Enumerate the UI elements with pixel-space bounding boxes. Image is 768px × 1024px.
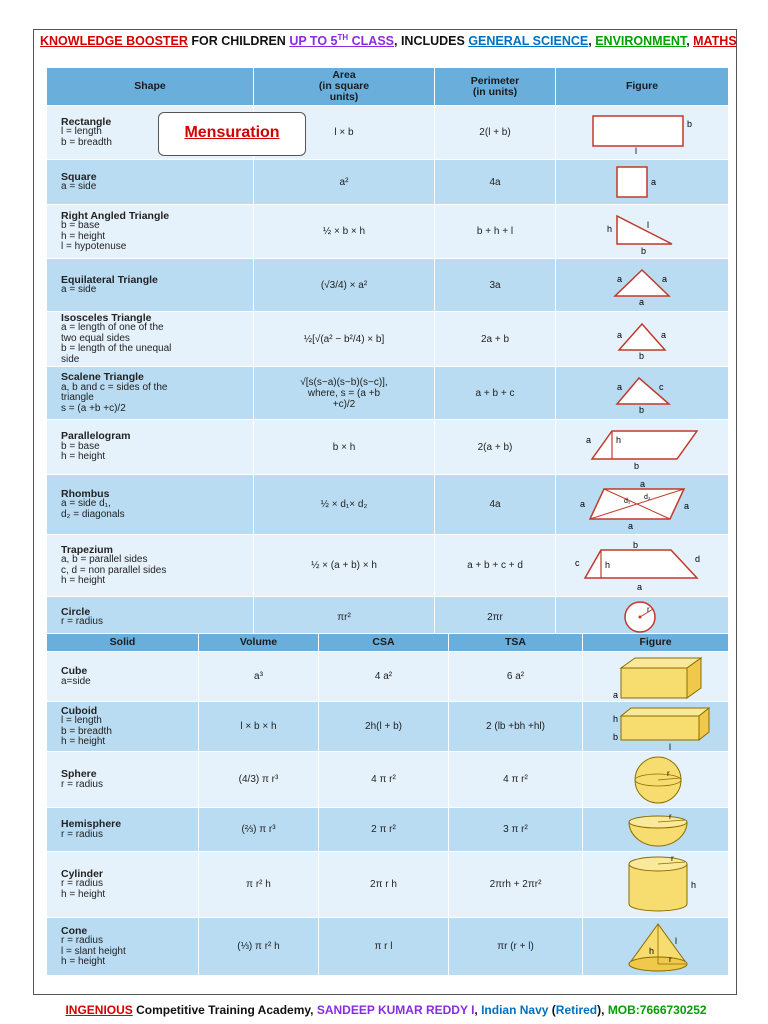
label-b: b <box>687 118 693 129</box>
row-cuboid <box>47 702 729 752</box>
label-c: c <box>575 557 580 568</box>
row-cylinder <box>47 852 729 918</box>
row-sphere <box>47 752 729 808</box>
label-d2: d₂ <box>644 493 651 501</box>
row-cone <box>47 918 729 976</box>
label-r: r <box>647 605 650 614</box>
footer-paren: ( <box>548 1003 556 1017</box>
label-a: a <box>612 689 618 700</box>
rhombus-figure <box>556 475 729 535</box>
label-a: a <box>628 520 634 531</box>
perimeter-cell: 3a <box>435 259 556 312</box>
footer-retired: Retired <box>555 1003 598 1017</box>
shape-name: Equilateral Triangle a = side <box>47 259 254 312</box>
footer-navy: Indian Navy <box>481 1003 549 1017</box>
label-d1: d₁ <box>624 497 631 505</box>
scalene-triangle-figure <box>556 367 729 420</box>
solid-name: Sphere r = radius <box>47 752 199 808</box>
label-h: h <box>607 223 613 234</box>
row-equilateral-triangle <box>47 259 729 312</box>
header-environment: ENVIRONMENT <box>595 34 687 49</box>
row-cube <box>47 652 729 702</box>
label-b: b <box>639 351 645 360</box>
csa-cell: 4 a² <box>319 652 449 702</box>
perimeter-cell: a + b + c <box>435 367 556 420</box>
equilateral-triangle-figure <box>556 259 729 312</box>
label-d: d <box>695 553 701 564</box>
shape-name: Isosceles Triangle a = length of one of the two equal sides b = length of the unequal side <box>47 312 254 367</box>
isosceles-triangle-figure <box>556 312 729 367</box>
trapezium-figure <box>556 535 729 597</box>
tsa-cell: 2πrh + 2πr² <box>449 852 583 918</box>
cube-figure <box>583 652 729 702</box>
row-square <box>47 160 729 205</box>
tsa-cell: 2 (lb +bh +hl) <box>449 702 583 752</box>
label-h: h <box>616 435 622 445</box>
label-a: a <box>640 478 646 489</box>
footer-sep: , <box>474 1003 482 1017</box>
perimeter-cell: a + b + c + d <box>435 535 556 597</box>
header-science: GENERAL SCIENCE <box>468 34 589 49</box>
tsa-cell: πr (r + l) <box>449 918 583 976</box>
area-cell: a² <box>254 160 435 205</box>
csa-cell: π r l <box>319 918 449 976</box>
csa-cell: 2h(l + b) <box>319 702 449 752</box>
square-figure <box>556 160 729 205</box>
shape-name: Parallelogram b = base h = height <box>47 420 254 475</box>
label-b: b <box>641 245 647 254</box>
cone-figure <box>583 918 729 976</box>
header-class-word: CLASS <box>348 34 394 49</box>
perimeter-cell: 2πr <box>435 597 556 638</box>
label-c: c <box>659 382 664 392</box>
row-rhombus <box>47 475 729 535</box>
perimeter-cell: 4a <box>435 475 556 535</box>
label-a: a <box>617 274 623 284</box>
csa-cell: 2π r h <box>319 852 449 918</box>
perimeter-cell: 2a + b <box>435 312 556 367</box>
header-includes: , INCLUDES <box>394 34 469 49</box>
label-h: h <box>648 945 654 956</box>
volume-cell: l × b × h <box>199 702 319 752</box>
footer-author: SANDEEP KUMAR REDDY I <box>316 1003 475 1017</box>
shape-name: Rhombus a = side d₁, d₂ = diagonals <box>47 475 254 535</box>
label-a: a <box>580 498 586 509</box>
footer-academy: Competitive Training Academy, <box>132 1003 317 1017</box>
row-rectangle <box>47 106 729 160</box>
volume-cell: π r² h <box>199 852 319 918</box>
csa-cell: 2 π r² <box>319 808 449 852</box>
label-a: a <box>586 435 592 445</box>
csa-cell: 4 π r² <box>319 752 449 808</box>
label-r: r <box>668 811 672 821</box>
label-a: a <box>684 500 690 511</box>
label-h: h <box>612 713 618 724</box>
label-b: b <box>634 461 640 469</box>
label-a: a <box>651 177 657 187</box>
col-area: Area (in square units) <box>254 68 435 106</box>
footer-academy-name: INGENIOUS <box>65 1003 133 1017</box>
area-cell: ½ × (a + b) × h <box>254 535 435 597</box>
solid-name: Cone r = radius l = slant height h = height <box>47 918 199 976</box>
parallelogram-figure <box>556 420 729 475</box>
rectangle-figure <box>556 106 729 160</box>
shape-name: Square a = side <box>47 160 254 205</box>
plane-header-row <box>47 68 729 106</box>
area-cell: b × h <box>254 420 435 475</box>
label-h: h <box>605 559 611 570</box>
label-a: a <box>661 330 667 340</box>
hemisphere-figure <box>583 808 729 852</box>
tsa-cell: 6 a² <box>449 652 583 702</box>
col-csa: CSA <box>319 634 449 652</box>
label-b: b <box>639 405 645 414</box>
header-text: FOR CHILDREN <box>187 34 290 49</box>
tsa-cell: 4 π r² <box>449 752 583 808</box>
cylinder-figure <box>583 852 729 918</box>
label-b: b <box>612 731 618 742</box>
shape-name: Rectangle l = length b = breadth <box>47 106 254 160</box>
area-cell: (√3/4) × a² <box>254 259 435 312</box>
page-footer <box>40 1003 732 1017</box>
row-isosceles-triangle <box>47 312 729 367</box>
label-a: a <box>617 330 623 340</box>
shape-name: Circle r = radius <box>47 597 254 638</box>
label-a: a <box>639 297 645 306</box>
label-a: a <box>617 382 623 392</box>
plane-shapes-table <box>46 67 729 638</box>
header-class: UP TO 5TH <box>289 33 349 49</box>
col-figure: Figure <box>556 68 729 106</box>
mensuration-callout: Mensuration <box>158 112 306 156</box>
solid-shapes-table <box>46 633 729 976</box>
perimeter-cell: 4a <box>435 160 556 205</box>
volume-cell: (⅓) π r² h <box>199 918 319 976</box>
shape-name: Right Angled Triangle b = base h = height l = hypotenuse <box>47 205 254 259</box>
col-volume: Volume <box>199 634 319 652</box>
col-tsa: TSA <box>449 634 583 652</box>
solid-name: Cuboid l = length b = breadth h = height <box>47 702 199 752</box>
row-circle <box>47 597 729 638</box>
row-right-triangle <box>47 205 729 259</box>
label-l: l <box>668 741 671 750</box>
area-cell: √[s(s−a)(s−b)(s−c)], where, s = (a +b +c)/2 <box>254 367 435 420</box>
label-b: b <box>633 539 639 550</box>
tsa-cell: 3 π r² <box>449 808 583 852</box>
label-l: l <box>635 145 637 154</box>
solid-name: Cylinder r = radius h = height <box>47 852 199 918</box>
page-header <box>40 33 737 55</box>
row-trapezium <box>47 535 729 597</box>
col-solid-figure: Figure <box>583 634 729 652</box>
area-cell: ½[√(a² − b²/4) × b] <box>254 312 435 367</box>
footer-phone: MOB:7666730252 <box>607 1003 707 1017</box>
row-hemisphere <box>47 808 729 852</box>
row-parallelogram <box>47 420 729 475</box>
col-perimeter: Perimeter (in units) <box>435 68 556 106</box>
label-l: l <box>647 219 649 230</box>
header-brand: KNOWLEDGE BOOSTER <box>40 34 188 49</box>
label-a: a <box>662 274 668 284</box>
label-r: r <box>666 768 670 778</box>
sphere-figure <box>583 752 729 808</box>
header-sep1: , <box>588 34 596 49</box>
area-cell: l × b <box>254 106 435 160</box>
area-cell: ½ × b × h <box>254 205 435 259</box>
solid-name: Hemisphere r = radius <box>47 808 199 852</box>
shape-name: Scalene Triangle a, b and c = sides of the triangle s = (a +b +c)/2 <box>47 367 254 420</box>
perimeter-cell: 2(a + b) <box>435 420 556 475</box>
header-maths: MATHS <box>693 34 737 49</box>
area-cell: πr² <box>254 597 435 638</box>
cuboid-figure <box>583 702 729 752</box>
circle-figure <box>556 597 729 638</box>
solid-header-row <box>47 634 729 652</box>
label-h: h <box>690 879 696 890</box>
label-a: a <box>637 581 643 592</box>
label-l: l <box>674 935 677 946</box>
col-shape: Shape <box>47 68 254 106</box>
footer-paren-close: ), <box>597 1003 608 1017</box>
right-triangle-figure <box>556 205 729 259</box>
area-cell: ½ × d₁× d₂ <box>254 475 435 535</box>
perimeter-cell: b + h + l <box>435 205 556 259</box>
col-solid: Solid <box>47 634 199 652</box>
perimeter-cell: 2(l + b) <box>435 106 556 160</box>
solid-name: Cube a=side <box>47 652 199 702</box>
volume-cell: a³ <box>199 652 319 702</box>
row-scalene-triangle <box>47 367 729 420</box>
label-r: r <box>670 853 674 863</box>
label-r: r <box>668 954 672 964</box>
shape-name: Trapezium a, b = parallel sides c, d = non parallel sides h = height <box>47 535 254 597</box>
header-sep2: , <box>686 34 694 49</box>
volume-cell: (4/3) π r³ <box>199 752 319 808</box>
volume-cell: (⅔) π r³ <box>199 808 319 852</box>
